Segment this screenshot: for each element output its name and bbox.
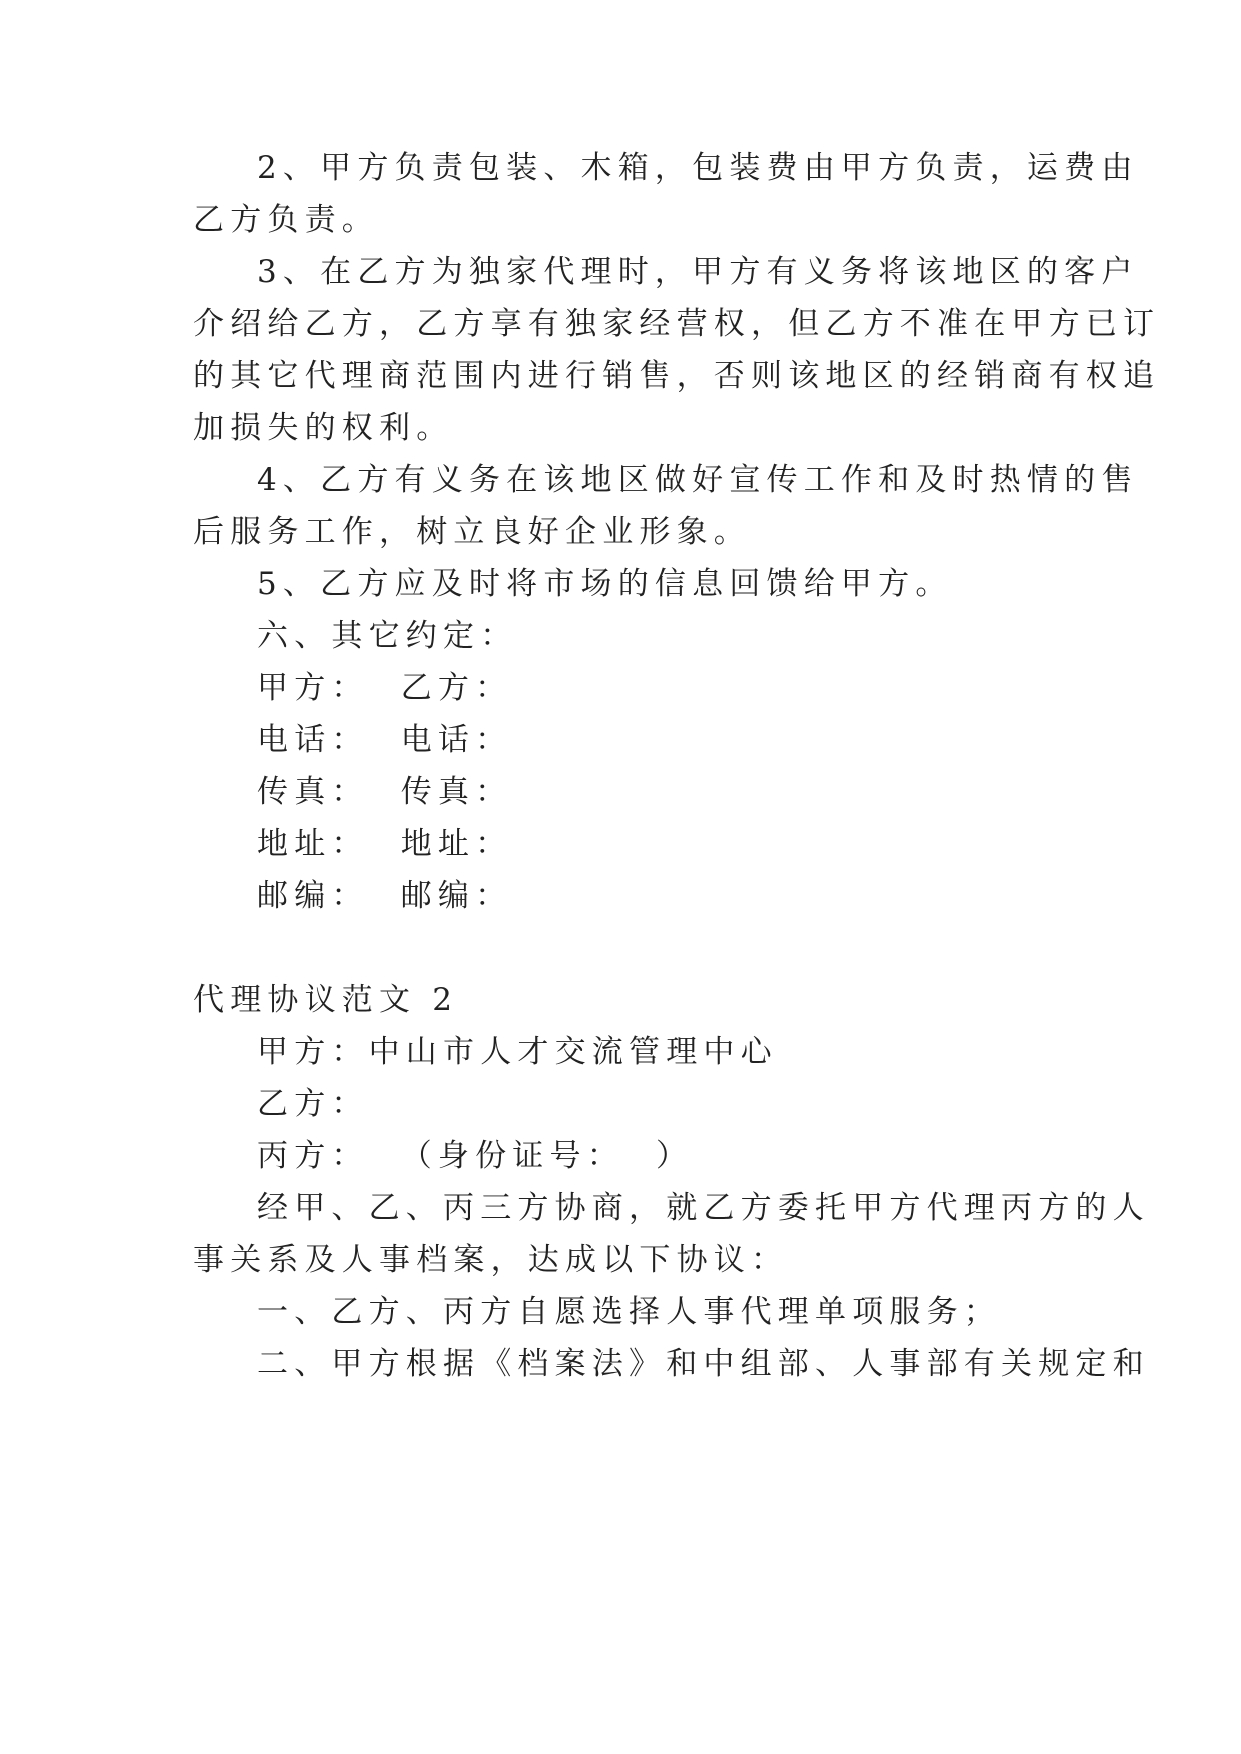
- paragraph-3-line-2: 介绍给乙方，乙方享有独家经营权，但乙方不准在甲方已订: [193, 306, 1161, 342]
- fax-row: 传真： 传真：: [257, 774, 513, 810]
- phone-row: 电话： 电话：: [257, 722, 513, 758]
- clause-one: 一、乙方、丙方自愿选择人事代理单项服务；: [257, 1294, 1001, 1330]
- paragraph-2-line-2: 乙方负责。: [193, 202, 379, 238]
- postcode-row: 邮编： 邮编：: [257, 878, 513, 914]
- clause-two-line-1: 二、甲方根据《档案法》和中组部、人事部有关规定和: [257, 1346, 1150, 1382]
- party-c-line: 丙方： （身份证号： ）: [257, 1138, 694, 1174]
- paragraph-2-line-1: 2、甲方负责包装、木箱，包装费由甲方负责，运费由: [257, 150, 1139, 186]
- paragraph-5: 5、乙方应及时将市场的信息回馈给甲方。: [257, 566, 953, 602]
- paragraph-3-line-3: 的其它代理商范围内进行销售，否则该地区的经销商有权追: [193, 358, 1161, 394]
- agreement-intro-line-1: 经甲、乙、丙三方协商，就乙方委托甲方代理丙方的人: [257, 1190, 1150, 1226]
- paragraph-4-line-1: 4、乙方有义务在该地区做好宣传工作和及时热情的售: [257, 462, 1139, 498]
- address-row: 地址： 地址：: [257, 826, 513, 862]
- party-row: 甲方： 乙方：: [257, 670, 513, 706]
- agreement-intro-line-2: 事关系及人事档案，达成以下协议：: [193, 1242, 789, 1278]
- section-six-heading: 六、其它约定：: [257, 618, 518, 654]
- paragraph-3-line-1: 3、在乙方为独家代理时，甲方有义务将该地区的客户: [257, 254, 1139, 290]
- section-title: 代理协议范文 2: [193, 982, 459, 1018]
- paragraph-4-line-2: 后服务工作，树立良好企业形象。: [193, 514, 751, 550]
- party-a-line: 甲方：中山市人才交流管理中心: [257, 1034, 778, 1070]
- paragraph-3-line-4: 加损失的权利。: [193, 410, 454, 446]
- party-b-line: 乙方：: [257, 1086, 369, 1122]
